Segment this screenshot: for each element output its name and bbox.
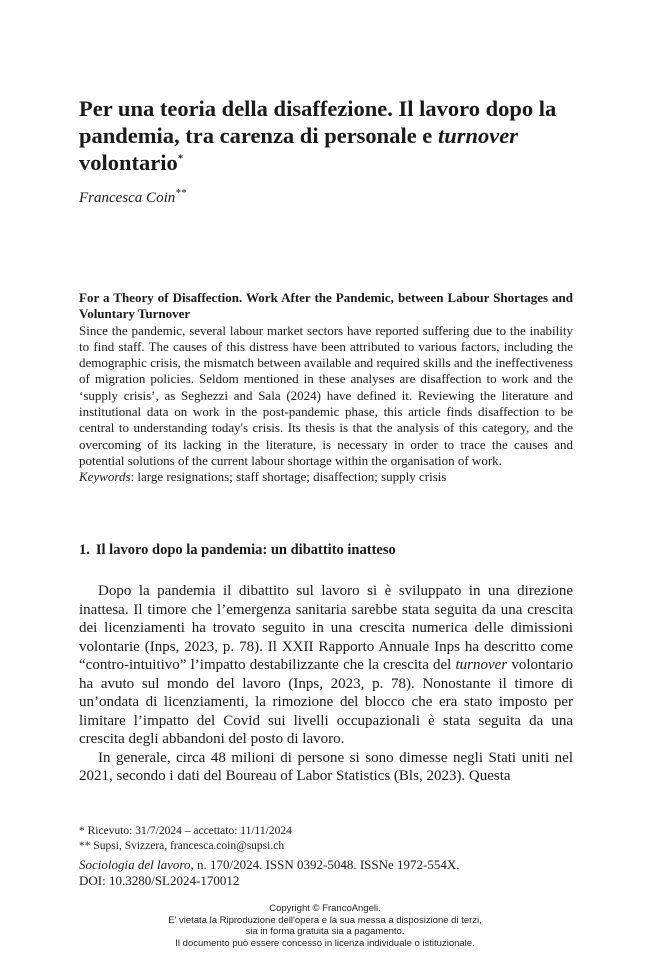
abstract-block	[79, 290, 573, 486]
footnote-1-text: Ricevuto: 31/7/2024 – accettato: 11/11/2024	[84, 825, 292, 837]
copyright-notice	[0, 903, 650, 949]
author-name	[79, 187, 187, 207]
abstract-title: For a Theory of Disaffection. Work After the Pandemic, between Labour Shortages and Voluntary Turnover	[79, 290, 573, 322]
p1-text-a: Dopo la pandemia il dibattito sul lavoro si è sviluppato in una direzione inattesa. Il timore che l’emergenza sanitaria sarebbe stata seguita da una crescita dei licenziamenti ha trovato seguito in una crescita numerica delle dimissioni volontarie (Inps, 2023, p. 78). Il XXII Rapporto Annuale Inps ha descritto come “contro-intuitivo” l’impatto destabilizzante che la crescita del	[79, 583, 573, 673]
body-text	[79, 582, 573, 786]
section-heading	[79, 542, 396, 559]
journal-details: , n. 170/2024. ISSN 0392-5048. ISSNe 1972-554X.	[190, 857, 460, 872]
footnote-2-text: Supsi, Svizzera, francesca.coin@supsi.ch	[90, 840, 285, 852]
copyright-line-4: Il documento può essere concesso in licenza individuale o istituzionale.	[175, 937, 475, 949]
copyright-line-1: Copyright © FrancoAngeli.	[269, 903, 381, 914]
footnote-2	[79, 839, 573, 854]
copyright-line-2: E' vietata la Riproduzione dell'opera e la sua messa a disposizione di terzi,	[168, 914, 482, 926]
keywords-list: : large resignations; staff shortage; disaffection; supply crisis	[130, 469, 447, 485]
doi-line: DOI: 10.3280/SL2024-170012	[79, 873, 240, 888]
title-text: Per una teoria della disaffezione. Il lavoro dopo la pandemia, tra carenza di personale e	[79, 96, 557, 148]
body-paragraph-1	[79, 582, 573, 749]
footnote-1	[79, 824, 573, 839]
author-footnote-mark: **	[175, 187, 187, 199]
keywords-line	[79, 469, 573, 485]
article-title	[79, 95, 579, 176]
section-title: Il lavoro dopo la pandemia: un dibattito inatteso	[95, 542, 396, 558]
footnotes	[79, 824, 573, 889]
title-footnote-mark: *	[177, 152, 184, 165]
footnote-1-mark: *	[79, 825, 85, 837]
section-number: 1.	[79, 542, 90, 558]
p1-text-b: volontario ha avuto sul mondo del lavoro (Inps, 2023, p. 78). Nonostante il timore di un’ondata di licenziamenti, la rimozione del blocco che era stato imposto per limitare l’impatto del Covid sui livelli occupazionali è stata seguita da una crescita degli abbandoni del posto di lavoro.	[79, 657, 574, 747]
title-text-end: volontario	[79, 150, 178, 175]
footnote-2-mark: **	[79, 840, 91, 852]
author-text: Francesca Coin	[79, 190, 176, 206]
title-italic-word: turnover	[437, 123, 518, 148]
copyright-line-3: sia in forma gratuita sia a pagamento.	[245, 926, 405, 938]
body-paragraph-2: In generale, circa 48 milioni di persone si sono dimesse negli Stati uniti nel 2021, secondo i dati del Boureau of Labor Statistics (Bls, 2023). Questa	[79, 749, 573, 784]
p1-italic-word: turnover	[455, 657, 508, 673]
journal-reference	[79, 857, 573, 873]
keywords-label: Keywords	[79, 469, 131, 485]
abstract-text: Since the pandemic, several labour market sectors have reported suffering due to the inability to find staff. The causes of this distress have been attributed to various factors, including the demographic crisis, the mismatch between available and required skills and the ineffectiveness of migration policies. Seldom mentioned in these analyses are disaffection to work and the ‘supply crisis’, as Seghezzi and Sala (2024) have defined it. Reviewing the literature and institutional data on work in the post-pandemic phase, this article finds disaffection to be central to understanding today's crisis. Its thesis is that the analysis of this category, and the overcoming of its lacking in the literature, is necessary in order to trace the causes and potential solutions of the current labour shortage within the organisation of work.	[79, 322, 573, 468]
journal-name: Sociologia del lavoro	[79, 857, 191, 872]
